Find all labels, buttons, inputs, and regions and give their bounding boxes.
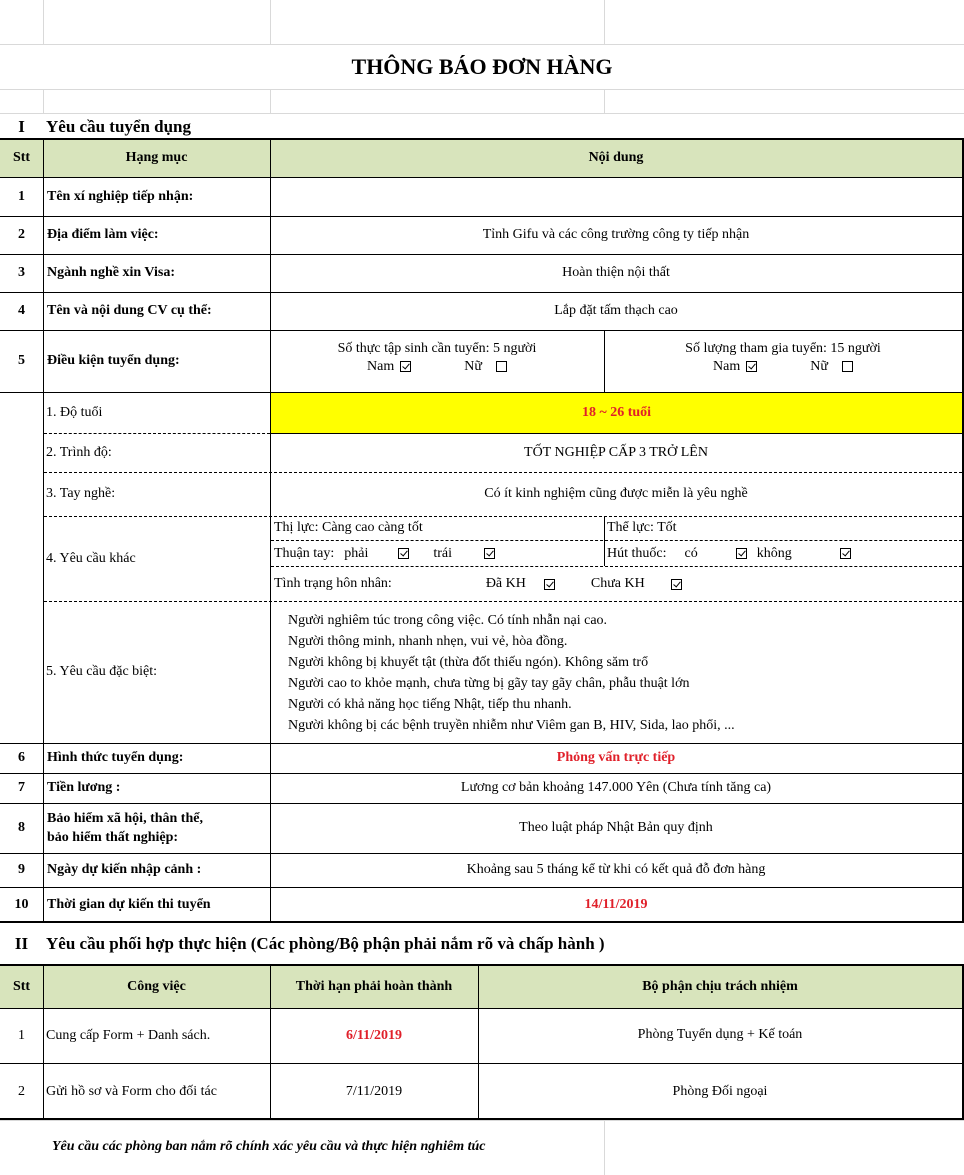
smoking-no-checkbox[interactable] — [840, 548, 851, 559]
col-header-deadline: Thời hạn phải hoàn thành — [270, 966, 478, 1008]
col-header-stt: Stt — [0, 139, 43, 177]
married-checkbox[interactable] — [544, 579, 555, 590]
list-item: Người không bị khuyết tật (thừa đốt thiếu ngón). Không săm trổ — [288, 655, 649, 670]
female-label: Nữ — [464, 359, 482, 374]
education-value: TỐT NGHIỆP CẤP 3 TRỞ LÊN — [524, 444, 708, 460]
right-hand-checkbox[interactable] — [398, 548, 409, 559]
table-row-task: Gửi hồ sơ và Form cho đối tác — [46, 1083, 217, 1099]
physical-text: Thể lực: Tốt — [607, 520, 677, 535]
male-checkbox[interactable] — [400, 361, 411, 372]
male-checkbox[interactable] — [746, 361, 757, 372]
age-value: 18 ~ 26 tuổi — [581, 405, 652, 420]
female-label: Nữ — [810, 359, 828, 374]
table-row-stt: 2 — [18, 1083, 25, 1099]
table-row-item: Ngành nghề xin Visa: — [47, 265, 175, 280]
table-row-content: 14/11/2019 — [584, 896, 648, 912]
table-row-item: Điều kiện tuyển dụng: — [47, 353, 180, 368]
list-item: Người nghiêm túc trong công việc. Có tính nhẫn nại cao. — [288, 613, 608, 628]
special-requirements-label: 5. Yêu cầu đặc biệt: — [46, 664, 158, 679]
vision-text: Thị lực: Càng cao càng tốt — [274, 520, 423, 535]
table-row-item: Thời gian dự kiến thi tuyển — [47, 896, 211, 912]
smoking-label: Hút thuốc: — [607, 545, 667, 561]
table-row-stt: 3 — [18, 265, 25, 280]
education-label: 2. Trình độ: — [46, 444, 112, 460]
table-row-stt: 2 — [18, 227, 25, 242]
table-row-stt: 9 — [18, 862, 25, 877]
marital-status-label: Tình trạng hôn nhân: — [274, 576, 392, 591]
smoking-yes-label: có — [684, 545, 698, 561]
table-row-item: Tên xí nghiệp tiếp nhận: — [47, 188, 194, 204]
list-item: Người thông minh, nhanh nhẹn, vui vẻ, hòa đồng. — [288, 634, 568, 649]
col-header-content: Nội dung — [270, 139, 962, 177]
table-row-item: Tiền lương : — [47, 780, 121, 795]
single-checkbox[interactable] — [671, 579, 682, 590]
female-checkbox[interactable] — [842, 361, 853, 372]
age-label: 1. Độ tuổi — [46, 404, 103, 420]
married-label: Đã KH — [485, 576, 526, 591]
single-label: Chưa KH — [590, 576, 645, 591]
left-hand-label: trái — [433, 545, 453, 561]
table-row-content: Lương cơ bản khoảng 147.000 Yên (Chưa tính tăng ca) — [460, 780, 772, 795]
table-row-item: Tên và nội dung CV cụ thể: — [47, 303, 212, 318]
special-requirements-list — [288, 610, 958, 738]
page-title: THÔNG BÁO ĐƠN HÀNG — [351, 54, 613, 79]
table-row-task: Cung cấp Form + Danh sách. — [46, 1028, 211, 1043]
table-row-item: Địa điểm làm việc: — [47, 227, 159, 242]
table-row-item: Hình thức tuyển dụng: — [47, 750, 184, 765]
table-row-deadline: 7/11/2019 — [345, 1083, 403, 1099]
table-row-stt: 4 — [18, 303, 25, 318]
male-label: Nam — [367, 359, 395, 374]
section-1-number: I — [18, 117, 25, 136]
table-row-deadline: 6/11/2019 — [345, 1028, 402, 1043]
list-item: Người có khả năng học tiếng Nhật, tiếp thu nhanh. — [288, 697, 572, 712]
smoking-no-label: không — [756, 545, 792, 561]
table-row-stt: 8 — [18, 820, 25, 835]
list-item: Người cao to khỏe mạnh, chưa từng bị gãy tay gãy chân, phẫu thuật lớn — [288, 676, 690, 691]
section-2-number: II — [14, 934, 29, 953]
participant-count-text: Số lượng tham gia tuyển: 15 người — [685, 341, 881, 356]
table-row-stt: 5 — [18, 353, 25, 368]
handedness-label: Thuận tay: — [274, 545, 335, 561]
section-1-heading: Yêu cầu tuyển dụng — [46, 117, 192, 136]
table-row-department: Phòng Đối ngoại — [672, 1083, 768, 1099]
right-hand-label: phải — [344, 545, 369, 561]
skill-value: Có ít kinh nghiệm cũng được miễn là yêu nghề — [484, 486, 748, 501]
table-row-content: Lắp đặt tấm thạch cao — [554, 303, 678, 318]
table-row-content — [270, 177, 962, 216]
col-header-department: Bộ phận chịu trách nhiệm — [478, 966, 962, 1008]
table-row-stt: 7 — [18, 780, 25, 795]
table-row-content: Tỉnh Gifu và các công trường công ty tiếp nhận — [482, 227, 750, 242]
table-row-content: Phỏng vấn trực tiếp — [556, 750, 676, 765]
other-requirements-label: 4. Yêu cầu khác — [46, 550, 136, 566]
col-header-item: Hạng mục — [43, 139, 270, 177]
male-label: Nam — [713, 359, 741, 374]
list-item: Người không bị các bệnh truyền nhiễm như Viêm gan B, HIV, Sida, lao phổi, ... — [288, 718, 735, 733]
smoking-yes-checkbox[interactable] — [736, 548, 747, 559]
table-row-stt: 10 — [14, 896, 29, 912]
table-row-item: Ngày dự kiến nhập cảnh : — [47, 862, 202, 877]
col-header-task: Công việc — [43, 966, 270, 1008]
table-row-department: Phòng Tuyển dụng + Kế toán — [637, 1027, 803, 1042]
table-row-content: Hoàn thiện nội thất — [562, 265, 670, 280]
table-row-content: Theo luật pháp Nhật Bản quy định — [519, 820, 713, 835]
female-checkbox[interactable] — [496, 361, 507, 372]
table-row-item: Bảo hiểm xã hội, thân thể, — [47, 811, 203, 826]
left-hand-checkbox[interactable] — [484, 548, 495, 559]
col-header-stt: Stt — [0, 966, 43, 1008]
table-row-stt: 6 — [18, 750, 25, 765]
table-row-item: bảo hiểm thất nghiệp: — [47, 830, 179, 845]
footer-note: Yêu cầu các phòng ban nắm rõ chính xác yêu cầu và thực hiện nghiêm túc — [52, 1139, 486, 1154]
table-row-stt: 1 — [18, 188, 25, 204]
trainee-count-text: Số thực tập sinh cần tuyển: 5 người — [337, 341, 537, 356]
table-row-stt: 1 — [18, 1028, 25, 1043]
table-row-content: Khoảng sau 5 tháng kể từ khi có kết quả đỗ đơn hàng — [466, 862, 766, 877]
skill-label: 3. Tay nghề: — [46, 486, 116, 501]
section-2-heading: Yêu cầu phối hợp thực hiện (Các phòng/Bộ phận phải nắm rõ và chấp hành ) — [46, 934, 605, 953]
